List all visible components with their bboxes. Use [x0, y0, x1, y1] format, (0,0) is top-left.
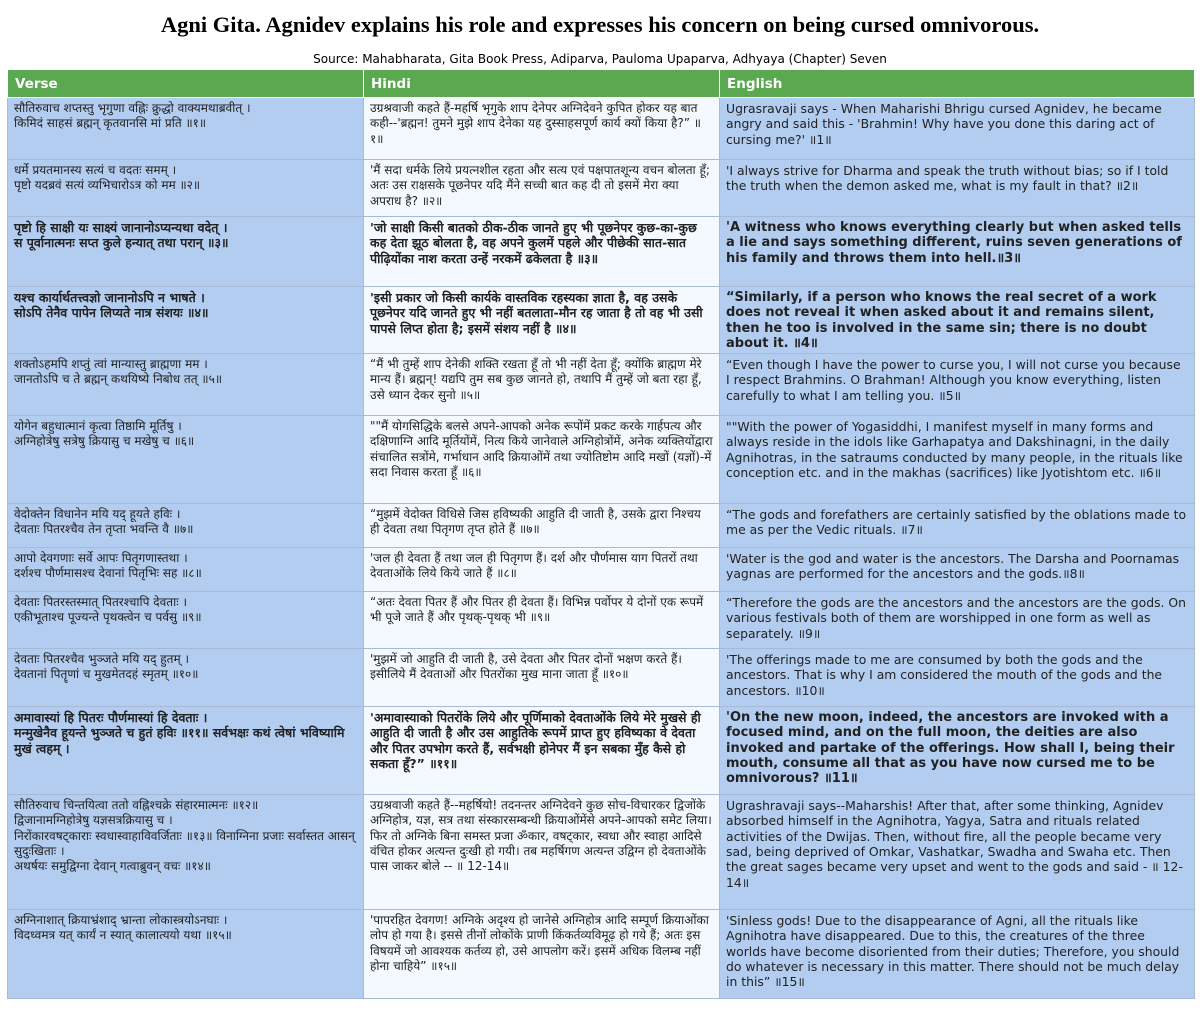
hindi-cell: “मैं भी तुम्हें शाप देनेकी शक्ति रखता हूँ तो भी नहीं देता हूँ; क्योंकि ब्राह्मण मेरे मान्य हैं। ब्रह्मन्! यद्यपि तुम सब कुछ जानते हो, तथापि मैं तुम्हें जो बता रहा हूँ, उसे ध्यान देकर सुनो ॥५॥	[364, 354, 720, 416]
table-row	[8, 160, 1195, 217]
hindi-cell: 'मुझमें जो आहुति दी जाती है, उसे देवता और पितर दोनों भक्षण करते हैं। इसीलिये मैं देवताओं और पितरोंका मुख माना जाता हूँ ॥१०॥	[364, 649, 720, 707]
table-row	[8, 217, 1195, 287]
table-row	[8, 592, 1195, 649]
english-cell: 'A witness who knows everything clearly but when asked tells a lie and says something different, ruins seven generations of his family and throws them into hell.॥3॥	[720, 217, 1195, 287]
table-row	[8, 354, 1195, 416]
hindi-cell: “मुझमें वेदोक्त विधिसे जिस हविष्यकी आहुति दी जाती है, उसके द्वारा निश्चय ही देवता तथा पितृगण तृप्त होते हैं ॥७॥	[364, 504, 720, 548]
verse-cell: देवताः पितरस्तस्मात् पितरश्चापि देवताः । एकीभूताश्च पूज्यन्ते पृथक्त्वेन च पर्वसु ॥९॥	[8, 592, 364, 649]
hindi-cell: 'मैं सदा धर्मके लिये प्रयत्नशील रहता और सत्य एवं पक्षपातशून्य वचन बोलता हूँ; अतः उस राक्षसके पूछनेपर यदि मैंने सच्ची बात कह दी तो इसमें मेरा क्या अपराध है? ॥२॥	[364, 160, 720, 217]
table-row	[8, 707, 1195, 795]
page-title: Agni Gita. Agnidev explains his role and expresses his concern on being cursed omnivorous.	[160, 12, 1040, 37]
verse-cell: अग्निनाशात् क्रियाभ्रंशाद् भ्रान्ता लोकास्त्रयोऽनघाः । विदध्वमत्र यत् कार्यं न स्यात् कालात्ययो यथा ॥१५॥	[8, 910, 364, 999]
hindi-cell: 'जो साक्षी किसी बातको ठीक-ठीक जानते हुए भी पूछनेपर कुछ-का-कुछ कह देता झूठ बोलता है, वह अपने कुलमें पहले और पीछेकी सात-सात पीढ़ियोंका नाश करता उन्हें नरकमें ढकेलता है ॥३॥	[364, 217, 720, 287]
english-cell: Ugrasravaji says - When Maharishi Bhrigu cursed Agnidev, he became angry and said this - 'Brahmin! Why have you done this daring act of cursing me?' ॥1॥	[720, 98, 1195, 160]
verse-table	[7, 69, 1195, 999]
table-row	[8, 548, 1195, 592]
column-header-english: English	[720, 70, 1195, 98]
hindi-cell: ""मैं योगसिद्धिके बलसे अपने-आपको अनेक रूपोंमें प्रकट करके गार्हपत्य और दक्षिणाग्नि आदि मूर्तियोंमें, नित्य किये जानेवाले अग्निहोत्रोंमें, अनेक व्यक्तियोंद्वारा संचालित सत्रोंमे, गर्भाधान आदि क्रियाओंमें तथा ज्योतिष्टोम आदि मखों (यज्ञों)-में सदा निवास करता हूँ ॥६॥	[364, 416, 720, 504]
hindi-cell: 'इसी प्रकार जो किसी कार्यके वास्तविक रहस्यका ज्ञाता है, वह उसके पूछनेपर यदि जानते हुए भी नहीं बतलाता-मौन रह जाता है तो वह भी उसी पापसे लिप्त होता है; इसमें संशय नहीं है ॥४॥	[364, 287, 720, 354]
table-row	[8, 504, 1195, 548]
table-row	[8, 910, 1195, 999]
verse-cell: पृष्टो हि साक्षी यः साक्ष्यं जानानोऽप्यन्यथा वदेत् । स पूर्वानात्मनः सप्त कुले हन्यात् तथा परान् ॥३॥	[8, 217, 364, 287]
table-header-row	[8, 70, 1195, 98]
column-header-verse: Verse	[8, 70, 364, 98]
english-cell: 'I always strive for Dharma and speak the truth without bias; so if I told the truth when the demon asked me, what is my fault in that? ॥2॥	[720, 160, 1195, 217]
table-row	[8, 416, 1195, 504]
english-cell: “Similarly, if a person who knows the real secret of a work does not reveal it when asked about it and remains silent, then he too is involved in the same sin; there is no doubt about it. ॥4॥	[720, 287, 1195, 354]
hindi-cell: उग्रश्रवाजी कहते हैं-महर्षि भृगुके शाप देनेपर अग्निदेवने कुपित होकर यह बात कही--'ब्रह्मन! तुमने मुझे शाप देनेका यह दुस्साहसपूर्ण कार्य क्यों किया है?” ॥१॥	[364, 98, 720, 160]
verse-cell: देवताः पितरश्चैव भुञ्जते मयि यद् हुतम् । देवतानां पितॄणां च मुखमेतदहं स्मृतम् ॥१०॥	[8, 649, 364, 707]
english-cell: “The gods and forefathers are certainly satisfied by the oblations made to me as per the Vedic rituals. ॥7॥	[720, 504, 1195, 548]
hindi-cell: 'पापरहित देवगण! अग्निके अदृश्य हो जानेसे अग्निहोत्र आदि सम्पूर्ण क्रियाओंका लोप हो गया है। इससे तीनों लोकोंके प्राणी किंकर्तव्यविमूढ़ हो गये हैं; अतः इस विषयमें जो आवश्यक कर्तव्य हो, उसे आपलोग करें। इसमें अधिक विलम्ब नहीं होना चाहिये” ॥१५॥	[364, 910, 720, 999]
verse-cell: अमावास्यां हि पितरः पौर्णमास्यां हि देवताः । मन्मुखेनैव हूयन्ते भुञ्जते च हुतं हविः ॥११॥ सर्वभक्षः कथं त्वेषां भविष्यामि मुखं त्वहम् ।	[8, 707, 364, 795]
hindi-cell: उग्रश्रवाजी कहते हैं--महर्षियो! तदनन्तर अग्निदेवने कुछ सोच-विचारकर द्विजोंके अग्निहोत्र, यज्ञ, सत्र तथा संस्कारसम्बन्धी क्रियाओंमेंसे अपने-आपको समेट लिया। फिर तो अग्निके बिना समस्त प्रजा ॐकार, वषट्कार, स्वधा और स्वाहा आदिसे वंचित होकर अत्यन्त दुःखी हो गयी। तब महर्षिगण अत्यन्त उद्विग्न हो देवताओंके पास जाकर बोले -- ॥ 12-14॥	[364, 795, 720, 910]
hindi-cell: 'जल ही देवता हैं तथा जल ही पितृगण हैं। दर्श और पौर्णमास याग पितरों तथा देवताओंके लिये किये जाते हैं ॥८॥	[364, 548, 720, 592]
table-row	[8, 287, 1195, 354]
english-cell: Ugrashravaji says--Maharshis! After that, after some thinking, Agnidev absorbed himself in the Agnihotra, Yagya, Satra and rituals related activities of the Dwijas. Then, without fire, all the people became very sad, being deprived of Omkar, Vashatkar, Swadha and Swaha etc. Then the great sages became very upset and went to the gods and said - ॥ 12-14॥	[720, 795, 1195, 910]
english-cell: 'Sinless gods! Due to the disappearance of Agni, all the rituals like Agnihotra have disappeared. Due to this, the creatures of the three worlds have become disoriented from their duties; Therefore, you should do whatever is necessary in this matter. There should not be much delay in this” ॥15॥	[720, 910, 1195, 999]
english-cell: 'Water is the god and water is the ancestors. The Darsha and Poornamas yagnas are performed for the ancestors and the gods.॥8॥	[720, 548, 1195, 592]
hindi-cell: “अतः देवता पितर हैं और पितर ही देवता हैं। विभिन्न पर्वोपर ये दोनों एक रूपमें भी पूजे जाते हैं और पृथक्-पृथक् भी ॥९॥	[364, 592, 720, 649]
verse-cell: धर्मे प्रयतमानस्य सत्यं च वदतः समम् । पृष्टो यदब्रवं सत्यं व्यभिचारोऽत्र को मम ॥२॥	[8, 160, 364, 217]
verse-cell: योगेन बहुधात्मानं कृत्वा तिष्ठामि मूर्तिषु । अग्निहोत्रेषु सत्रेषु क्रियासु च मखेषु च ॥६॥	[8, 416, 364, 504]
source-line: Source: Mahabharata, Gita Book Press, Adiparva, Pauloma Upaparva, Adhyaya (Chapter) Seven	[313, 52, 887, 66]
verse-cell: शक्तोऽहमपि शप्तुं त्वां मान्यास्तु ब्राह्मणा मम । जानतोऽपि च ते ब्रह्मन् कथयिष्ये निबोध तत् ॥५॥	[8, 354, 364, 416]
table-row	[8, 98, 1195, 160]
verse-cell: वेदोक्तेन विधानेन मयि यद् हूयते हविः । देवताः पितरश्चैव तेन तृप्ता भवन्ति वै ॥७॥	[8, 504, 364, 548]
english-cell: 'The offerings made to me are consumed by both the gods and the ancestors. That is why I am considered the mouth of the gods and the ancestors. ॥10॥	[720, 649, 1195, 707]
table-row	[8, 649, 1195, 707]
english-cell: “Therefore the gods are the ancestors and the ancestors are the gods. On various festivals both of them are worshipped in one form as well as separately. ॥9॥	[720, 592, 1195, 649]
verse-cell: आपो देवगणाः सर्वे आपः पितृगणास्तथा । दर्शश्च पौर्णमासश्च देवानां पितृभिः सह ॥८॥	[8, 548, 364, 592]
english-cell: ""With the power of Yogasiddhi, I manifest myself in many forms and always reside in the idols like Garhapatya and Dakshinagni, in the daily Agnihotras, in the satraums conducted by many people, in the rituals like conception etc. and in the makhas (sacrifices) like Jyotishtom etc. ॥6॥	[720, 416, 1195, 504]
column-header-hindi: Hindi	[364, 70, 720, 98]
english-cell: “Even though I have the power to curse you, I will not curse you because I respect Brahmins. O Brahman! Although you know everything, listen carefully to what I am telling you. ॥5॥	[720, 354, 1195, 416]
verse-cell: सौतिरुवाच चिन्तयित्वा ततो वह्निश्चक्रे संहारमात्मनः ॥१२॥ द्विजानामग्निहोत्रेषु यज्ञसत्रक्रियासु च । निरोंकारवषट्काराः स्वधास्वाहाविवर्जिताः ॥१३॥ विनाग्निना प्रजाः सर्वास्तत आसन् सुदुःखिताः । अथर्षयः समुद्विग्ना देवान् गत्वाब्रुवन् वचः ॥१४॥	[8, 795, 364, 910]
hindi-cell: 'अमावास्याको पितरोंके लिये और पूर्णिमाको देवताओंके लिये मेरे मुखसे ही आहुति दी जाती है और उस आहुतिके रूपमें प्राप्त हुए हविष्यका वे देवता और पितर उपभोग करते हैं, सर्वभक्षी होनेपर मैं इन सबका मुँह कैसे हो सकता हूँ?” ॥११॥	[364, 707, 720, 795]
table-row	[8, 795, 1195, 910]
verse-cell: यश्च कार्यार्थतत्त्वज्ञो जानानोऽपि न भाषते । सोऽपि तेनैव पापेन लिप्यते नात्र संशयः ॥४॥	[8, 287, 364, 354]
verse-cell: सौतिरुवाच शप्तस्तु भृगुणा वह्निः क्रुद्धो वाक्यमथाब्रवीत् । किमिदं साहसं ब्रह्मन् कृतवानसि मां प्रति ॥१॥	[8, 98, 364, 160]
english-cell: 'On the new moon, indeed, the ancestors are invoked with a focused mind, and on the full moon, the deities are also invoked and partake of the offerings. How shall I, being their mouth, consume all that as you have now cursed me to be omnivorous? ॥11॥	[720, 707, 1195, 795]
